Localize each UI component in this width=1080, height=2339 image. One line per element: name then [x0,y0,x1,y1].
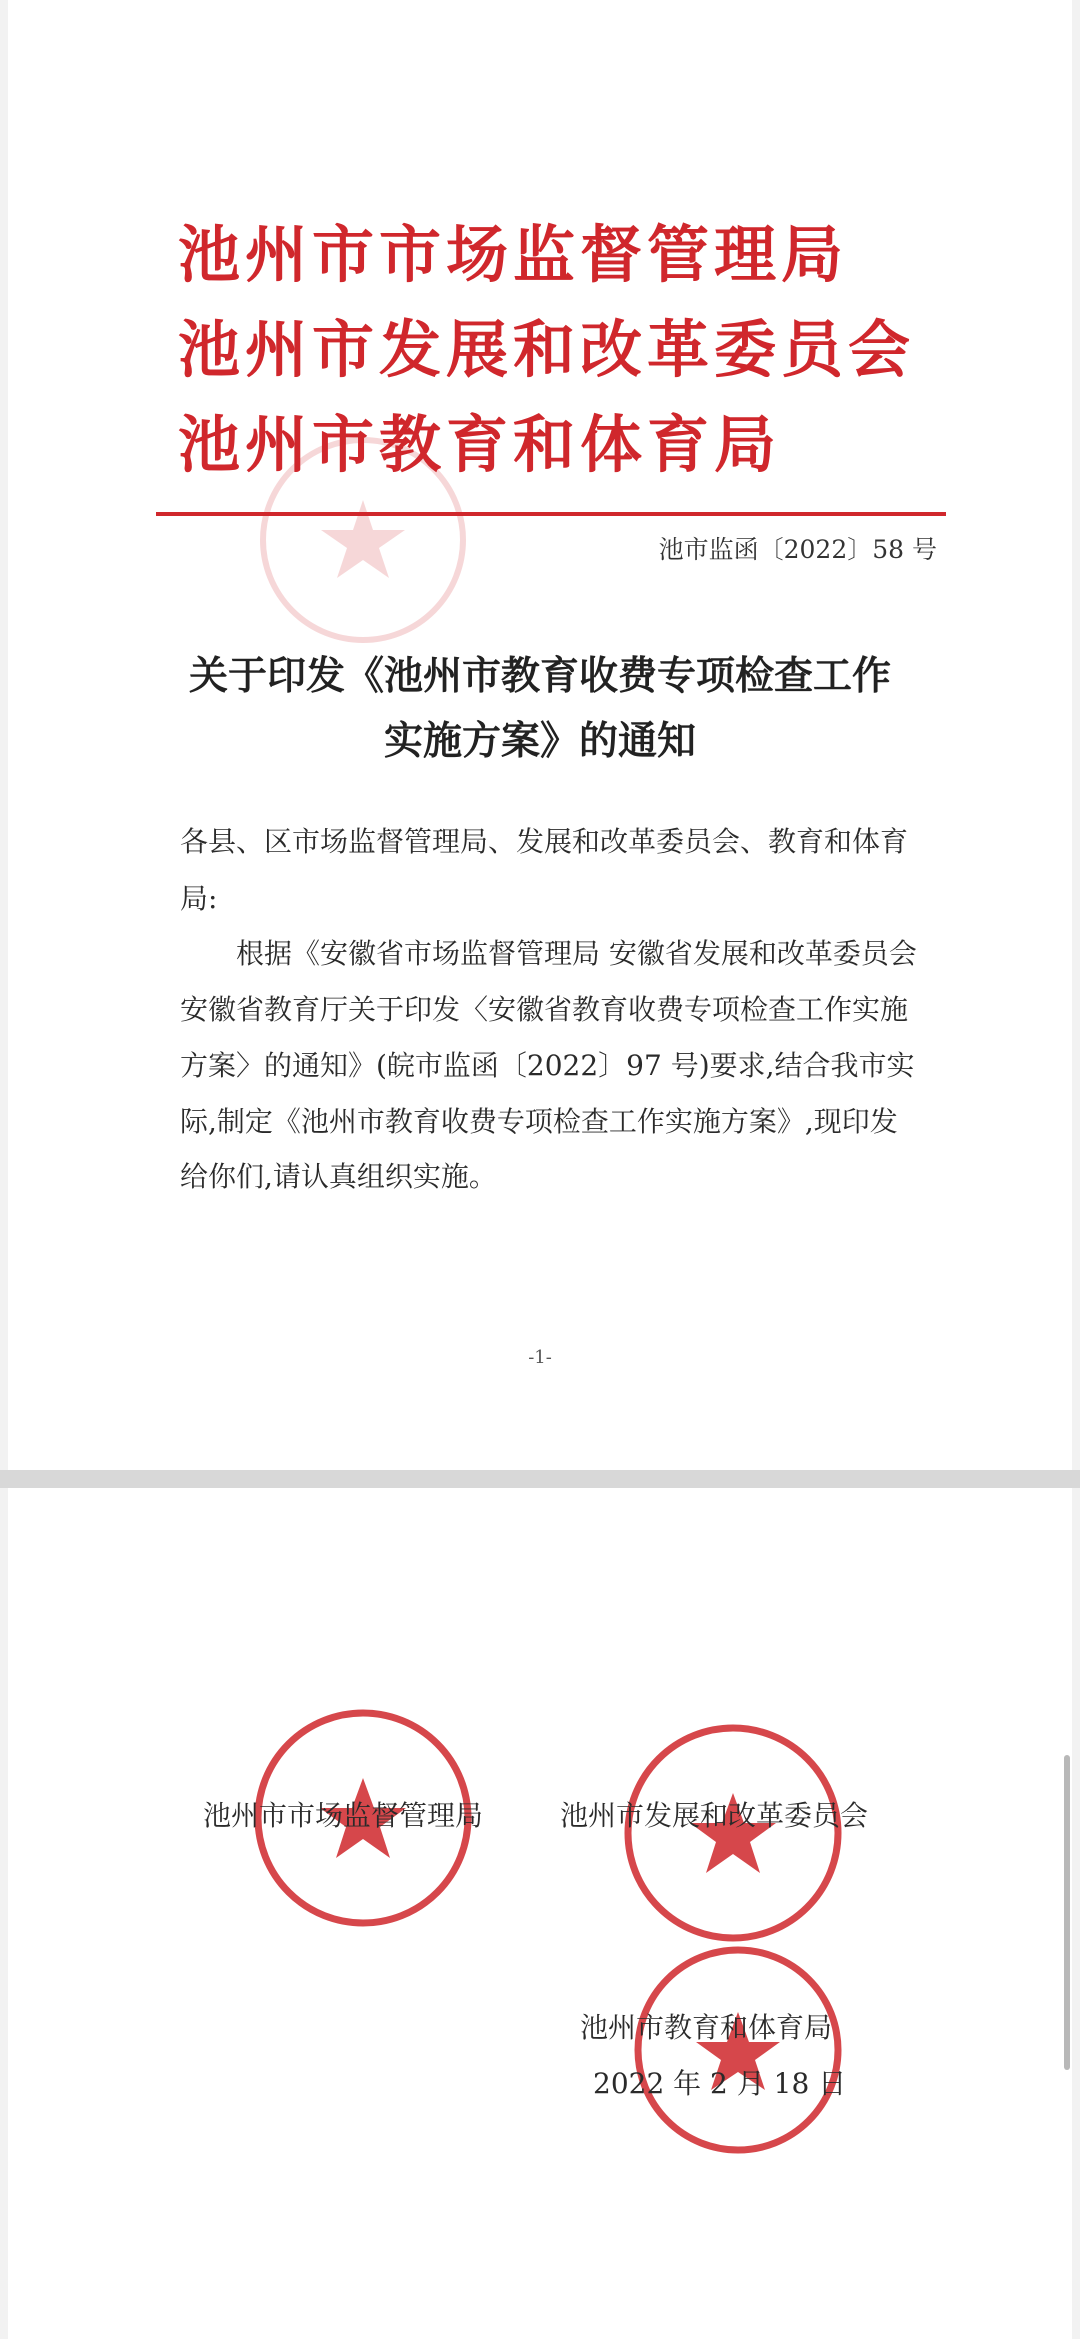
page-number: -1- [528,1347,552,1368]
signature-date: 2022 年 2 月 18 日 [593,2067,847,2100]
notice-title-line-2: 实施方案》的通知 [383,719,696,764]
header-line-market-bureau: 池州市市场监督管理局 [178,218,849,291]
header-line-development-commission: 池州市发展和改革委员会 [178,313,916,386]
notice-title-line-1: 关于印发《池州市教育收费专项检查工作 [188,654,891,699]
page-separator [0,1470,1080,1488]
signature-development-commission: 池州市发展和改革委员会 [560,1799,869,1832]
signature-education-bureau: 池州市教育和体育局 [580,2011,833,2044]
header-line-education-bureau: 池州市教育和体育局 [178,408,782,481]
body-line: 方案〉的通知》(皖市监函〔2022〕97 号)要求,结合我市实 [180,1049,915,1082]
seal-stamp-education-bureau [628,1940,848,2160]
document-page-2 [8,1488,1072,2339]
left-edge [0,0,8,2339]
body-line: 根据《安徽省市场监督管理局 安徽省发展和改革委员会 [236,937,917,970]
body-line: 际,制定《池州市教育收费专项检查工作实施方案》,现印发 [180,1105,898,1138]
signature-market-bureau: 池州市市场监督管理局 [203,1799,484,1832]
red-divider-line [156,512,946,516]
body-line: 安徽省教育厅关于印发〈安徽省教育收费专项检查工作实施 [180,993,909,1026]
body-line: 局: [180,882,218,915]
body-line: 各县、区市场监督管理局、发展和改革委员会、教育和体育 [180,825,909,858]
body-line: 给你们,请认真组织实施。 [180,1160,497,1193]
scrollbar-thumb[interactable] [1064,1755,1070,2070]
right-edge [1072,0,1080,2339]
document-page-1 [8,0,1072,1470]
document-number: 池市监函〔2022〕58 号 [658,535,937,564]
